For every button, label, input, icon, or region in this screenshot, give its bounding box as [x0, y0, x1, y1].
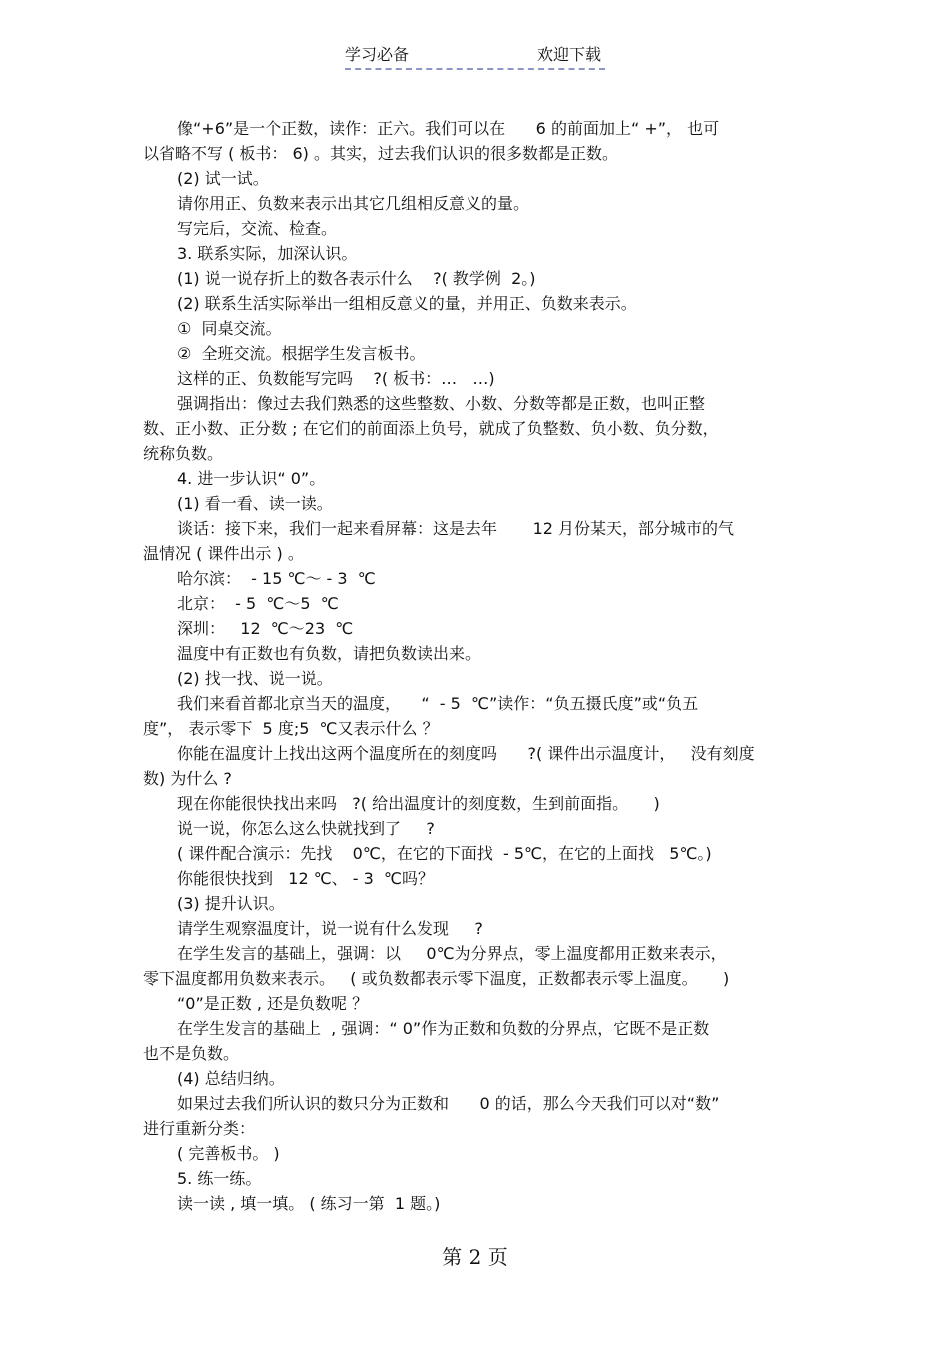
text-line: ( 完善板书。 )	[177, 1144, 280, 1163]
text-line: 在学生发言的基础上，强调：以 0℃为分界点，零上温度都用正数来表示，	[177, 944, 727, 963]
text-line: (2) 找一找、说一说。	[177, 669, 333, 688]
section-heading: 3. 联系实际，加深认识。	[177, 244, 358, 263]
text-line: 请你用正、负数来表示出其它几组相反意义的量。	[177, 194, 530, 213]
text-line: 如果过去我们所认识的数只分为正数和 0 的话，那么今天我们可以对“数”	[177, 1094, 720, 1113]
header-left-text: 学习必备	[345, 45, 410, 64]
text-line: 这样的正、负数能写完吗 ?( 板书：… …)	[177, 369, 495, 388]
text-line: 像“+6”是一个正数，读作：正六。我们可以在 6 的前面加上“ +”， 也可	[177, 119, 720, 138]
page-number: 第 2 页	[442, 1245, 508, 1269]
text-line: 温情况 ( 课件出示 ) 。	[143, 544, 304, 563]
text-line: 零下温度都用负数来表示。 ( 或负数都表示零下温度，正数都表示零上温度。 )	[143, 969, 730, 988]
text-line: 数) 为什么 ?	[143, 769, 232, 788]
text-line: (2) 联系生活实际举出一组相反意义的量，并用正、负数来表示。	[177, 294, 637, 313]
text-line: 你能很快找到 12 ℃、 - 3 ℃吗？	[177, 869, 434, 888]
text-line: 读一读 , 填一填。 ( 练习一第 1 题。)	[177, 1194, 441, 1213]
text-line: 在学生发言的基础上 , 强调：“ 0”作为正数和负数的分界点，它既不是正数	[177, 1019, 710, 1038]
text-line: 进行重新分类：	[143, 1119, 256, 1138]
temperature-line: 深圳： 12 ℃～23 ℃	[177, 619, 354, 638]
temperature-line: 北京： - 5 ℃～5 ℃	[177, 594, 339, 613]
text-line: (1) 看一看、读一读。	[177, 494, 333, 513]
text-line: 也不是负数。	[143, 1044, 240, 1063]
text-line: ① 同桌交流。	[177, 319, 282, 338]
text-line: ② 全班交流。根据学生发言板书。	[177, 344, 426, 363]
text-line: 请学生观察温度计，说一说有什么发现 ?	[177, 919, 483, 938]
text-line: 我们来看首都北京当天的温度， “ - 5 ℃”读作：“负五摄氏度”或“负五	[177, 694, 699, 713]
text-line: 强调指出：像过去我们熟悉的这些整数、小数、分数等都是正数，也叫正整	[177, 394, 706, 413]
temperature-line: 哈尔滨： - 15 ℃～ - 3 ℃	[177, 569, 376, 588]
text-line: ( 课件配合演示：先找 0℃，在它的下面找 - 5℃，在它的上面找 5℃。)	[177, 844, 712, 863]
page-header	[345, 40, 605, 70]
text-line: 写完后，交流、检查。	[177, 219, 338, 238]
document-body	[143, 116, 808, 1216]
text-line: (4) 总结归纳。	[177, 1069, 285, 1088]
section-heading: 5. 练一练。	[177, 1169, 262, 1188]
text-line: 说一说，你怎么这么快就找到了 ?	[177, 819, 435, 838]
text-line: (3) 提升认识。	[177, 894, 285, 913]
text-line: 度”， 表示零下 5 度;5 ℃又表示什么 ？	[143, 719, 439, 738]
text-line: 以省略不写 ( 板书： 6) 。其实，过去我们认识的很多数都是正数。	[143, 144, 619, 163]
text-line: 你能在温度计上找出这两个温度所在的刻度吗 ?( 课件出示温度计， 没有刻度	[177, 744, 755, 763]
header-right-text: 欢迎下载	[536, 45, 601, 64]
text-line: “0”是正数 , 还是负数呢 ？	[177, 994, 369, 1013]
text-line: 数、正小数、正分数 ; 在它们的前面添上负号，就成了负整数、负小数、负分数，	[143, 419, 719, 438]
text-line: 统称负数。	[143, 444, 224, 463]
text-line: 温度中有正数也有负数，请把负数读出来。	[177, 644, 482, 663]
text-line: 谈话：接下来，我们一起来看屏幕：这是去年 12 月份某天，部分城市的气	[177, 519, 735, 538]
text-line: (1) 说一说存折上的数各表示什么 ?( 教学例 2。)	[177, 269, 536, 288]
text-line: 现在你能很快找出来吗 ?( 给出温度计的刻度数，生到前面指。 )	[177, 794, 660, 813]
section-heading: 4. 进一步认识“ 0”。	[177, 469, 326, 488]
text-line: (2) 试一试。	[177, 169, 269, 188]
